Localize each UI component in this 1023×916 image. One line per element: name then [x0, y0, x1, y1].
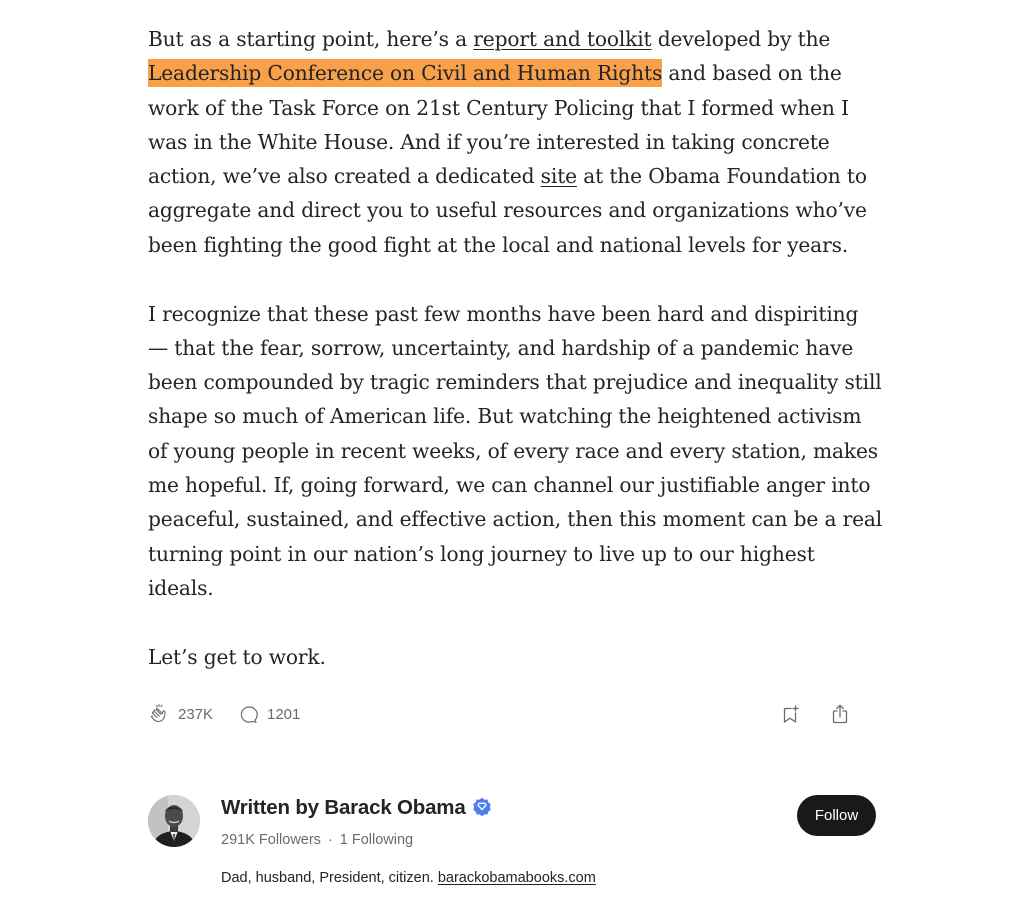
- follow-button[interactable]: Follow: [797, 795, 876, 836]
- clap-count: 237K: [178, 705, 214, 723]
- paragraph-toolkit: [148, 22, 883, 262]
- paragraph-closing: Let’s get to work.: [148, 644, 326, 669]
- author-section: [148, 792, 876, 902]
- author-bio: [221, 870, 596, 886]
- bookmark-button[interactable]: [778, 697, 802, 731]
- bio-website-link[interactable]: barackobamabooks.com: [437, 870, 596, 886]
- comment-count: 1201: [267, 705, 301, 723]
- text-segment: But as a starting point, here’s a: [148, 27, 474, 51]
- author-avatar[interactable]: [148, 795, 200, 847]
- author-photo: [148, 795, 200, 847]
- article-body: [148, 22, 883, 709]
- highlighted-text[interactable]: Leadership Conference on Civil and Human Rights: [148, 61, 663, 86]
- comment-icon: [237, 702, 261, 726]
- paragraph-recognize: I recognize that these past few months have been hard and dispiriting — that the fear, sorrow, uncertainty, and hardship of a pandemic have been compounded by tragic reminders that prejudice and inequality still shape so much of American life. But watching the heightened activism of young people in recent weeks, of every race and every station, makes me hopeful. If, going forward, we can channel our justifiable anger into peaceful, sustained, and effective action, then this moment can be a real turning point in our nation’s long journey to live up to our highest ideals.: [148, 301, 883, 600]
- bio-text: Dad, husband, President, citizen.: [221, 870, 438, 886]
- author-meta: [221, 832, 413, 848]
- comment-button[interactable]: [237, 697, 300, 731]
- following-count[interactable]: 1 Following: [339, 832, 414, 848]
- text-segment: at the Obama Foundation to aggregate and direct you to useful resources and organizations who’ve been fighting the good fight at the local and national levels for years.: [148, 164, 867, 257]
- share-icon: [828, 702, 852, 726]
- author-heading: [221, 796, 492, 820]
- report-toolkit-link[interactable]: report and toolkit: [473, 27, 652, 51]
- clap-button[interactable]: [148, 697, 213, 731]
- meta-separator: ·: [327, 832, 333, 848]
- clap-icon: [148, 702, 172, 726]
- article-action-bar: [148, 697, 854, 731]
- bookmark-add-icon: [778, 702, 802, 726]
- written-by-name[interactable]: Written by Barack Obama: [221, 796, 466, 819]
- text-segment: and based on the work of the Task Force on 21st Century Policing that I formed when I was in the White House. And if you’re interested in taking concrete action, we’ve also created a dedicated: [148, 61, 849, 189]
- followers-count[interactable]: 291K Followers: [221, 832, 321, 848]
- text-segment: developed by the: [651, 27, 831, 51]
- verified-badge-icon: [472, 797, 492, 817]
- site-link[interactable]: site: [540, 164, 577, 189]
- share-button[interactable]: [828, 697, 852, 731]
